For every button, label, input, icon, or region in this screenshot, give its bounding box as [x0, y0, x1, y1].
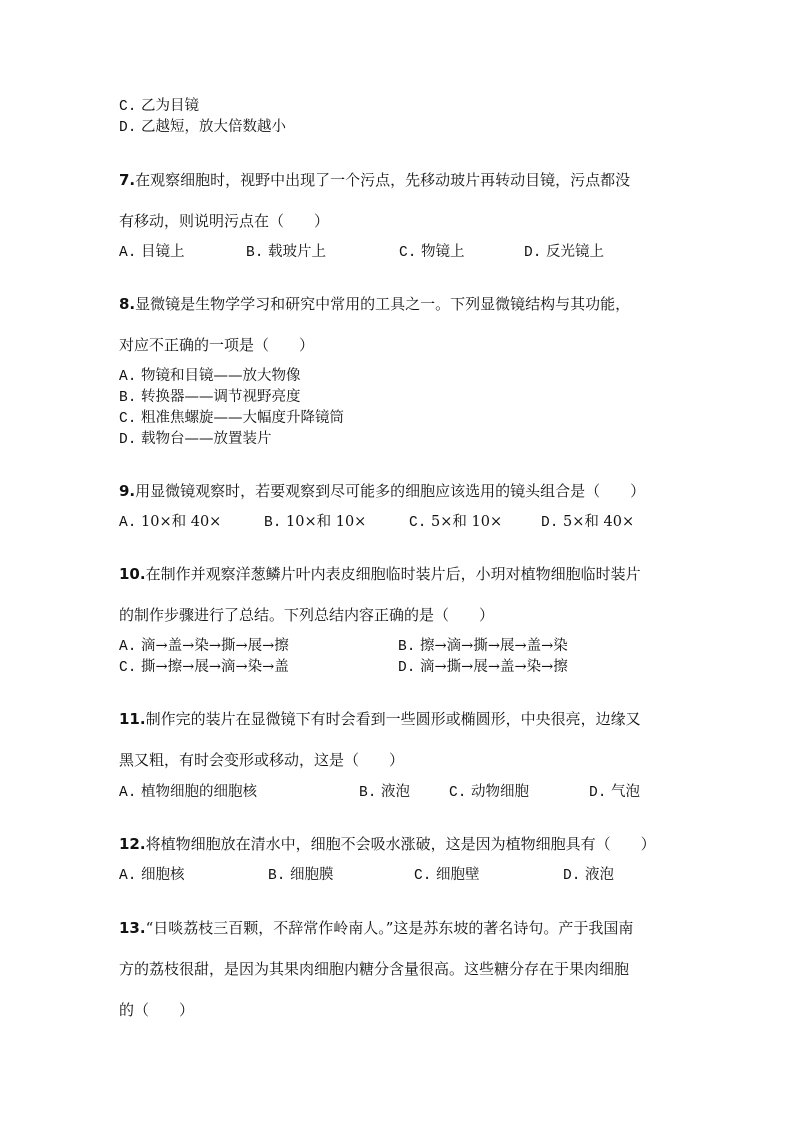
q12-option-d: D. 液泡 — [563, 867, 615, 884]
q12-number: 12. — [119, 835, 146, 853]
q9-option-a: A. 10×和 40× — [119, 514, 222, 531]
q10-stem-line2: 的制作步骤进行了总结。下列总结内容正确的是（ ） — [119, 606, 495, 624]
q9-option-d: D. 5×和 40× — [541, 514, 635, 531]
q8-stem-line1: 8.显微镜是生物学学习和研究中常用的工具之一。下列显微镜结构与其功能， — [119, 295, 631, 313]
q12-option-a: A. 细胞核 — [119, 867, 185, 884]
q8-option-c: C. 粗准焦螺旋——大幅度升降镜筒 — [119, 410, 345, 427]
q7-option-b: B. 载玻片上 — [246, 244, 327, 261]
q9-option-c: C. 5×和 10× — [409, 514, 503, 531]
q10-stem-line1: 10.在制作并观察洋葱鳞片叶内表皮细胞临时装片后，小玥对植物细胞临时装片 — [119, 565, 641, 583]
q12-option-b: B. 细胞膜 — [268, 867, 334, 884]
q8-option-a: A. 物镜和目镜——放大物像 — [119, 368, 301, 385]
q11-stem-line1: 11.制作完的装片在显微镜下有时会看到一些圆形或椭圆形，中央很亮，边缘又 — [119, 710, 641, 728]
q10-option-a: A. 滴→盖→染→撕→展→擦 — [119, 638, 289, 655]
q11-number: 11. — [119, 710, 146, 728]
q7-option-d: D. 反光镜上 — [524, 244, 605, 261]
q7-stem-line2: 有移动，则说明污点在（ ） — [119, 212, 330, 230]
q9-stem-line1: 9.用显微镜观察时，若要观察到尽可能多的细胞应该选用的镜头组合是（ ） — [119, 482, 646, 500]
q11-option-d: D. 气泡 — [589, 784, 641, 801]
q9-number: 9. — [119, 482, 136, 500]
q10-option-c: C. 撕→擦→展→滴→染→盖 — [119, 659, 289, 676]
q6-option-c: C. 乙为目镜 — [119, 98, 200, 115]
q8-option-d: D. 载物台——放置装片 — [119, 431, 272, 448]
q12-option-c: C. 细胞壁 — [414, 867, 480, 884]
q12-stem-line1: 12.将植物细胞放在清水中，细胞不会吸水涨破，这是因为植物细胞具有（ ） — [119, 835, 656, 853]
q11-stem-line2: 黑又粗，有时会变形或移动，这是（ ） — [119, 751, 405, 769]
q7-option-a: A. 目镜上 — [119, 244, 185, 261]
q8-number: 8. — [119, 295, 136, 313]
q13-stem-line2: 方的荔枝很甜，是因为其果肉细胞内糖分含量很高。这些糖分存在于果肉细胞 — [119, 960, 630, 978]
q10-option-d: D. 滴→撕→展→盖→染→擦 — [398, 659, 568, 676]
q7-option-c: C. 物镜上 — [399, 244, 465, 261]
q13-stem-line3: 的（ ） — [119, 1001, 195, 1019]
q6-option-d: D. 乙越短，放大倍数越小 — [119, 119, 287, 136]
q7-stem-line1: 7.在观察细胞时，视野中出现了一个污点，先移动玻片再转动目镜，污点都没 — [119, 171, 631, 189]
q8-option-b: B. 转换器——调节视野亮度 — [119, 389, 301, 406]
q9-option-b: B. 10×和 10× — [264, 514, 367, 531]
q7-number: 7. — [119, 171, 136, 189]
q13-stem-line1: 13.“日啖荔枝三百颗，不辞常作岭南人。”这是苏东坡的著名诗句。产于我国南 — [119, 919, 634, 937]
q13-number: 13. — [119, 919, 146, 937]
q8-stem-line2: 对应不正确的一项是（ ） — [119, 336, 315, 354]
q11-option-b: B. 液泡 — [359, 784, 411, 801]
q10-option-b: B. 擦→滴→撕→展→盖→染 — [398, 638, 568, 655]
q11-option-a: A. 植物细胞的细胞核 — [119, 784, 258, 801]
q11-option-c: C. 动物细胞 — [449, 784, 530, 801]
q10-number: 10. — [119, 565, 146, 583]
